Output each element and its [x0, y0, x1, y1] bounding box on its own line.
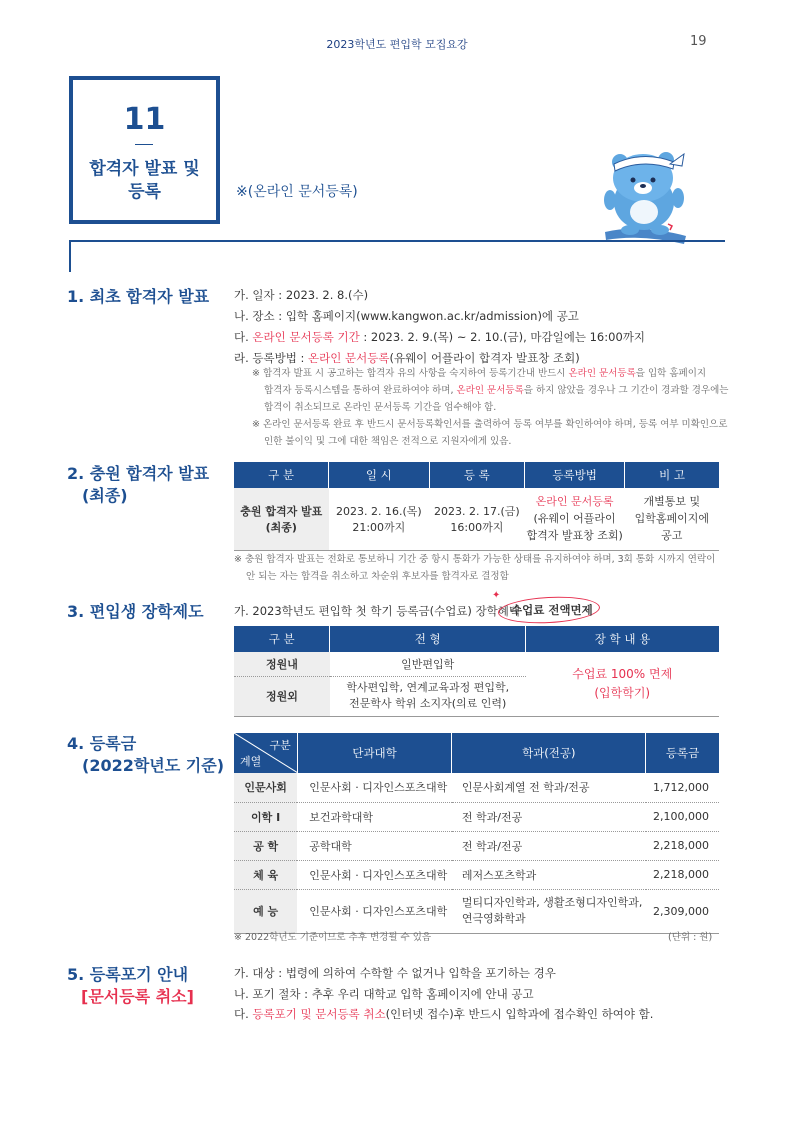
chapter-number: 11	[123, 102, 166, 137]
sec2-remark-line1: 개별통보 및	[643, 495, 701, 509]
sec2-note-line2: 안 되는 자는 합격을 취소하고 차순위 후보자를 합격자로 결정함	[246, 571, 509, 582]
bear-mascot-illustration	[600, 140, 690, 245]
sec4-row4-field: 체 육	[234, 860, 297, 889]
sec2-row-label-line2: (최종)	[265, 520, 297, 534]
sec2-reg-line2: 16:00까지	[450, 520, 504, 534]
sec5-line1: 가. 대상 : 법령에 의하여 수학할 수 없거나 입학을 포기하는 경우	[234, 966, 556, 980]
sec3-badge-star-icon: ✦	[492, 590, 501, 601]
sec3-benefit-line1: 수업료 100% 면제	[572, 666, 673, 681]
sec2-date-cell	[329, 488, 429, 550]
section5-heading	[67, 964, 194, 1008]
table-row	[234, 860, 719, 889]
table-row	[234, 802, 719, 831]
section2-heading-line2: (최종)	[82, 486, 128, 505]
sec1-line3-prefix: 다.	[234, 330, 253, 344]
section4-table	[234, 733, 719, 934]
sec2-date-line2: 21:00까지	[352, 520, 406, 534]
sec1-note1-d: 을 하지 않았을 경우나 그 기간이 경과할 경우에는	[523, 385, 729, 396]
sec3-intro: 가. 2023학년도 편입학 첫 학기 등록금(수업료) 장학혜택	[234, 604, 521, 618]
chapter-box	[69, 76, 220, 224]
sec5-line3-highlight: 등록포기 및 문서등록 취소	[252, 1007, 386, 1021]
sec4-col-fee: 등록금	[646, 733, 719, 773]
sec2-note	[234, 551, 724, 585]
sec3-col-benefit: 장 학 내 용	[526, 626, 720, 652]
sec3-row2-type-line1: 학사편입학, 연계교육과정 편입학,	[346, 681, 510, 694]
table-row	[234, 773, 719, 802]
sec4-row2-field: 이학 I	[234, 802, 297, 831]
sec4-row5-dept-line1: 멀티디자인학과, 생활조형디자인학과,	[461, 896, 643, 909]
sec4-row1-dept: 인문사회계열 전 학과/전공	[452, 773, 646, 802]
sec4-row3-fee: 2,218,000	[646, 831, 719, 860]
section5-heading-line1: 5. 등록포기 안내	[67, 965, 189, 984]
sec2-col-remark: 비 고	[625, 462, 719, 488]
sec2-method-cell	[525, 488, 625, 550]
sec2-note-line1: ※ 충원 합격자 발표는 전화로 통보하니 기간 중 항시 통화가 가능한 상태를 유지하여야 하며, 3회 통화 시까지 연락이	[234, 554, 716, 565]
sec4-row1-field: 인문사회	[234, 773, 297, 802]
sec2-col-date: 일 시	[329, 462, 429, 488]
sec4-row3-field: 공 학	[234, 831, 297, 860]
sec4-row2-fee: 2,100,000	[646, 802, 719, 831]
sec4-corner-header	[234, 733, 297, 773]
sec4-corner-bottom: 계열	[240, 755, 262, 768]
sec1-line4-rest: (유웨이 어플라이 합격자 발표창 조회)	[389, 351, 580, 365]
sec4-row4-fee: 2,218,000	[646, 860, 719, 889]
chapter-title-line2: 등록	[128, 182, 161, 202]
sec4-row5-dept-line2: 연극영화학과	[461, 912, 526, 925]
sec1-note1-c: 합격자 등록시스템을 통하여 완료하여야 하며,	[264, 385, 457, 396]
page-number: 19	[690, 34, 707, 49]
sec1-note1-red1: 온라인 문서등록	[568, 368, 636, 379]
sec2-row-label	[234, 488, 329, 550]
sec5-line3	[234, 1006, 653, 1022]
sec4-row1-college: 인문사회 · 디자인스포츠대학	[297, 773, 452, 802]
sec3-row2-type-line2: 전문학사 학위 소지자(의료 인력)	[349, 697, 507, 710]
sec3-row2-label: 정원외	[234, 676, 330, 716]
sec2-remark-cell	[625, 488, 719, 550]
sec4-row5-fee: 2,309,000	[646, 889, 719, 933]
sec4-row4-dept: 레저스포츠학과	[452, 860, 646, 889]
sec3-col-type: 전 형	[330, 626, 526, 652]
sec1-line1: 가. 일자 : 2023. 2. 8.(수)	[234, 288, 369, 302]
sec4-note: ※ 2022학년도 기준이므로 추후 변경될 수 있음	[234, 932, 432, 943]
sec4-row3-dept: 전 학과/전공	[452, 831, 646, 860]
sec4-row5-field: 예 능	[234, 889, 297, 933]
section4-heading-line1: 4. 등록금	[67, 734, 137, 753]
section2-table	[234, 462, 719, 551]
document-title: 2023학년도 편입학 모집요강	[326, 38, 468, 51]
sec2-registration-cell	[429, 488, 525, 550]
sec2-method-line2: (유웨이 어플라이	[533, 512, 616, 526]
sec3-row1-label: 정원내	[234, 652, 330, 676]
sec1-note1-e: 합격이 취소되므로 온라인 문서등록 기간을 엄수해야 함.	[264, 402, 497, 413]
sec2-col-registration: 등 록	[429, 462, 525, 488]
sec1-note2-b: 인한 불이익 및 그에 대한 책임은 전적으로 지원자에게 있음.	[264, 436, 512, 447]
sec4-col-dept: 학과(전공)	[452, 733, 646, 773]
sec4-row5-dept	[452, 889, 646, 933]
section-top-rule	[69, 240, 725, 242]
sec4-row2-college: 보건과학대학	[297, 802, 452, 831]
sec3-benefit-line2: (입학학기)	[594, 685, 651, 700]
section5-heading-line2: [문서등록 취소]	[81, 987, 194, 1006]
sec2-col-method: 등록방법	[525, 462, 625, 488]
sec4-row4-college: 인문사회 · 디자인스포츠대학	[297, 860, 452, 889]
sec2-col-category: 구 분	[234, 462, 329, 488]
sec3-benefit-cell	[526, 652, 720, 716]
section3-heading: 3. 편입생 장학제도	[67, 602, 204, 621]
sec3-row2-type	[330, 676, 526, 716]
sec2-reg-line1: 2023. 2. 17.(금)	[434, 504, 520, 518]
sec3-col-category: 구 분	[234, 626, 330, 652]
sec4-row1-fee: 1,712,000	[646, 773, 719, 802]
sec2-method-line3: 합격자 발표창 조회)	[526, 529, 623, 543]
sec5-line3-prefix: 다.	[234, 1007, 253, 1021]
sec1-note1-a: ※ 합격자 발표 시 공고하는 합격자 유의 사항을 숙지하여 등록기간내 반드시	[252, 368, 569, 379]
chapter-title	[73, 158, 216, 204]
sec2-row-label-line1: 충원 합격자 발표	[240, 504, 323, 518]
section3-table	[234, 626, 719, 717]
sec4-unit: (단위 : 원)	[668, 932, 713, 943]
table-row	[234, 889, 719, 933]
sec3-badge: 수업료 전액면제	[511, 603, 593, 617]
chapter-title-line1: 합격자 발표 및	[89, 159, 200, 179]
sec1-note1-b: 을 입학 홈페이지	[635, 368, 707, 379]
sec4-row5-college: 인문사회 · 디자인스포츠대학	[297, 889, 452, 933]
sec2-remark-line3: 공고	[661, 529, 683, 543]
sec1-line2: 나. 장소 : 입학 홈페이지(www.kangwon.ac.kr/admission)에 공고	[234, 309, 579, 323]
sec1-note1-red2: 온라인 문서등록	[456, 385, 524, 396]
sec4-row2-dept: 전 학과/전공	[452, 802, 646, 831]
sec1-line3	[234, 329, 645, 345]
sec4-row3-college: 공학대학	[297, 831, 452, 860]
section-left-rule	[69, 240, 71, 272]
sec1-line4-prefix: 라. 등록방법 :	[234, 351, 309, 365]
sec3-row1-type: 일반편입학	[330, 652, 526, 676]
section4-heading	[67, 733, 224, 777]
sec1-note2-a: ※ 온라인 문서등록 완료 후 반드시 문서등록확인서를 출력하여 등록 여부를 확인하여야 하며, 등록 여부 미확인으로	[252, 419, 728, 430]
section1-heading: 1. 최초 합격자 발표	[67, 287, 210, 306]
table-row	[234, 831, 719, 860]
sec2-date-line1: 2023. 2. 16.(목)	[335, 504, 422, 518]
sec4-col-college: 단과대학	[297, 733, 452, 773]
section4-heading-line2: (2022학년도 기준)	[82, 756, 225, 775]
sec2-remark-line2: 입학홈페이지에	[634, 512, 709, 526]
sec5-line2: 나. 포기 절차 : 추후 우리 대학교 입학 홈페이지에 안내 공고	[234, 987, 534, 1001]
sec4-corner-top: 구분	[269, 739, 291, 752]
sec5-line3-rest: (인터넷 접수)후 반드시 입학과에 접수확인 하여야 함.	[385, 1007, 654, 1021]
sec1-line3-rest: : 2023. 2. 9.(목) ~ 2. 10.(금), 마감일에는 16:00까지	[359, 330, 645, 344]
sec1-note1	[252, 365, 729, 450]
chapter-subtitle: ※(온라인 문서등록)	[236, 184, 358, 200]
section2-heading	[67, 463, 209, 507]
chapter-divider	[135, 144, 153, 145]
sec1-line4-highlight: 온라인 문서등록	[308, 351, 390, 365]
sec1-line3-highlight: 온라인 문서등록 기간	[252, 330, 360, 344]
sec2-method-line1: 온라인 문서등록	[535, 495, 614, 509]
section2-heading-line1: 2. 충원 합격자 발표	[67, 464, 210, 483]
sec1-line4	[234, 350, 580, 366]
